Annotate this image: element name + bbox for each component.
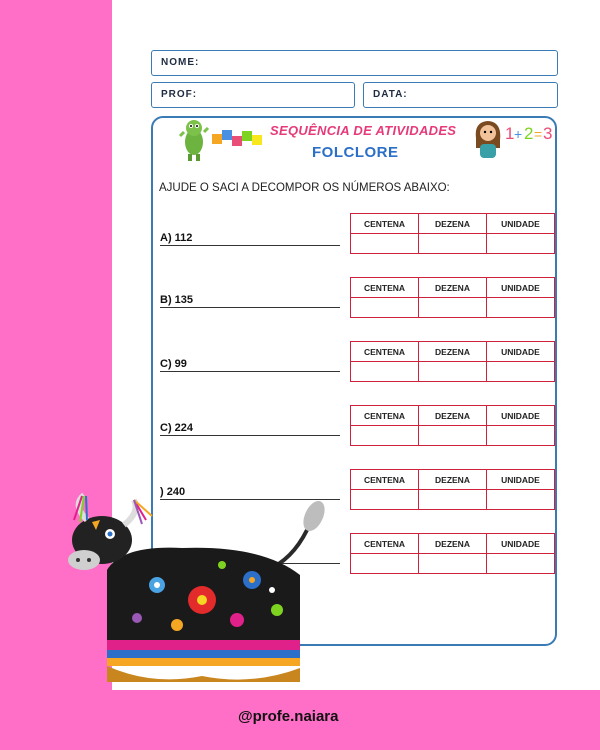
unidade-header: UNIDADE	[487, 214, 555, 234]
svg-text:3: 3	[543, 124, 553, 143]
centena-header: CENTENA	[351, 534, 419, 554]
item-row	[160, 294, 340, 306]
unidade-cell[interactable]	[487, 298, 555, 318]
centena-cell[interactable]	[351, 490, 419, 510]
name-label: NOME:	[161, 57, 200, 68]
date-field[interactable]	[363, 82, 558, 108]
dezena-cell[interactable]	[419, 426, 487, 446]
crocodile-character-icon	[178, 118, 210, 162]
item-label: B) 135	[160, 294, 194, 306]
dezena-cell[interactable]	[419, 234, 487, 254]
centena-cell[interactable]	[351, 362, 419, 382]
dezena-header: DEZENA	[419, 342, 487, 362]
author-handle: @profe.naiara	[238, 708, 339, 725]
dezena-header: DEZENA	[419, 278, 487, 298]
dezena-header: DEZENA	[419, 470, 487, 490]
centena-cell[interactable]	[351, 298, 419, 318]
date-label: DATA:	[373, 89, 408, 100]
centena-header: CENTENA	[351, 342, 419, 362]
unidade-header: UNIDADE	[487, 470, 555, 490]
centena-cell[interactable]	[351, 426, 419, 446]
dezena-header: DEZENA	[419, 214, 487, 234]
prof-field[interactable]	[151, 82, 355, 108]
name-field[interactable]	[151, 50, 558, 76]
item-row	[160, 422, 340, 434]
svg-text:+: +	[514, 126, 523, 142]
unidade-cell[interactable]	[487, 362, 555, 382]
unidade-header: UNIDADE	[487, 406, 555, 426]
unidade-cell[interactable]	[487, 234, 555, 254]
item-row	[160, 358, 340, 370]
decomposition-table	[350, 469, 555, 510]
centena-cell[interactable]	[351, 234, 419, 254]
girl-character-icon	[472, 118, 504, 162]
unidade-header: UNIDADE	[487, 534, 555, 554]
decomposition-table	[350, 341, 555, 382]
unidade-cell[interactable]	[487, 426, 555, 446]
centena-cell[interactable]	[351, 554, 419, 574]
dezena-cell[interactable]	[419, 298, 487, 318]
dezena-cell[interactable]	[419, 490, 487, 510]
prof-label: PROF:	[161, 89, 198, 100]
banner-subtitle: FOLCLORE	[312, 144, 399, 161]
svg-text:2: 2	[524, 124, 534, 143]
svg-text:=: =	[534, 126, 543, 142]
unidade-cell[interactable]	[487, 490, 555, 510]
item-row	[160, 232, 340, 244]
banner-title: SEQUÊNCIA DE ATIVIDADES	[270, 123, 457, 138]
svg-text:1: 1	[505, 124, 515, 143]
dezena-cell[interactable]	[419, 554, 487, 574]
unidade-cell[interactable]	[487, 554, 555, 574]
math-equation-icon	[505, 122, 553, 144]
decomposition-table	[350, 533, 555, 574]
item-label: ) 240	[160, 486, 186, 498]
dezena-header: DEZENA	[419, 534, 487, 554]
centena-header: CENTENA	[351, 214, 419, 234]
centena-header: CENTENA	[351, 278, 419, 298]
item-label: C) 99	[160, 358, 187, 370]
item-label: A) 112	[160, 232, 193, 244]
centena-header: CENTENA	[351, 406, 419, 426]
number-blocks-icon	[212, 128, 264, 148]
item-label: C) 224	[160, 422, 194, 434]
dezena-cell[interactable]	[419, 362, 487, 382]
decomposition-table	[350, 213, 555, 254]
centena-header: CENTENA	[351, 470, 419, 490]
decomposition-table	[350, 405, 555, 446]
dezena-header: DEZENA	[419, 406, 487, 426]
bumba-meu-boi-illustration	[62, 490, 332, 690]
decomposition-table	[350, 277, 555, 318]
unidade-header: UNIDADE	[487, 278, 555, 298]
instruction-text: AJUDE O SACI A DECOMPOR OS NÚMEROS ABAIXO:	[159, 182, 450, 194]
unidade-header: UNIDADE	[487, 342, 555, 362]
